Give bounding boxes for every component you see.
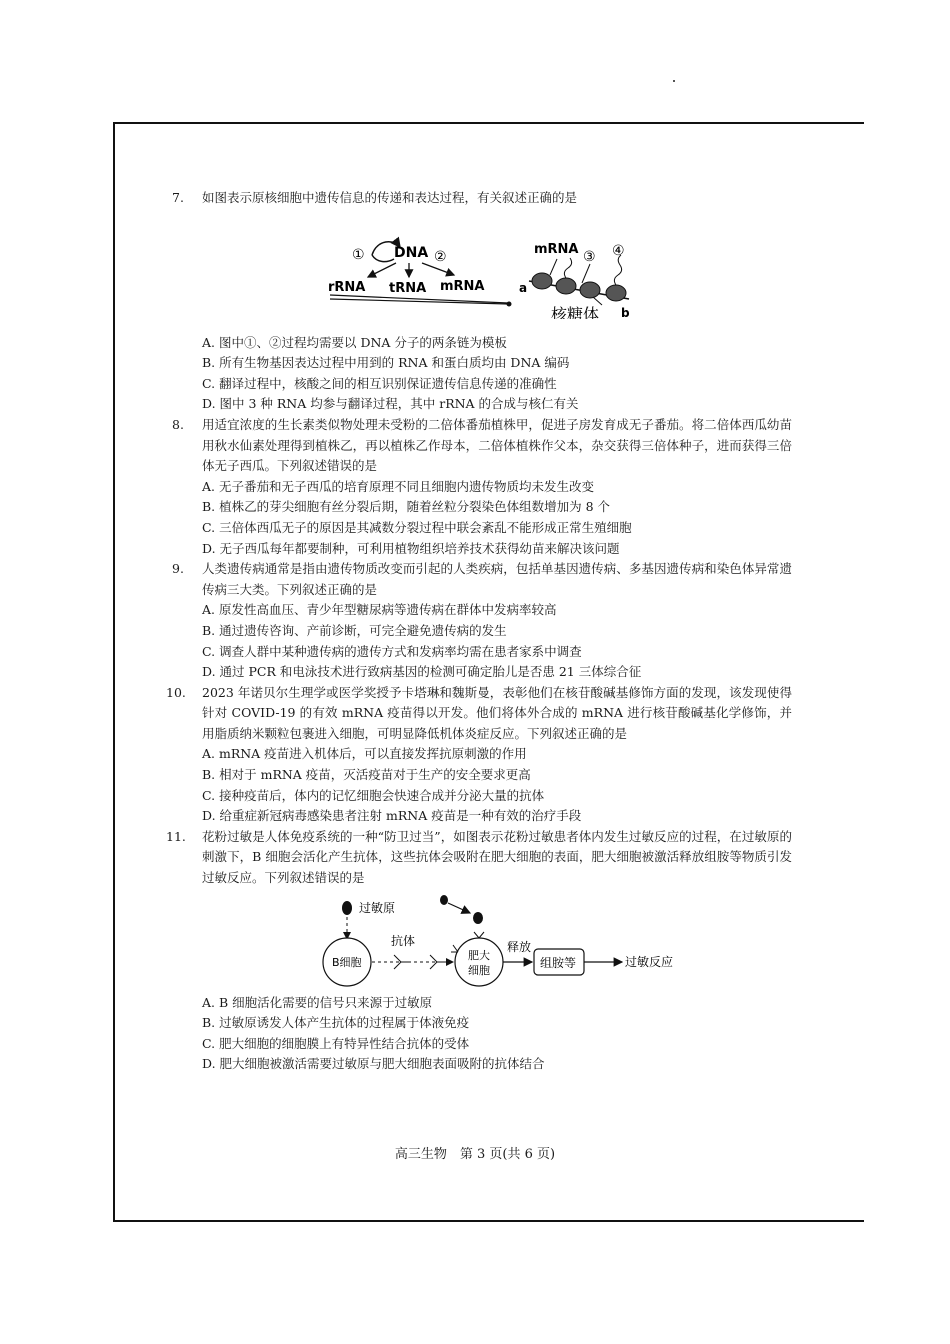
label-dna: DNA <box>394 244 429 261</box>
label-reaction: 过敏反应 <box>625 954 674 969</box>
strand-end-dot <box>507 301 512 306</box>
option-a: A. mRNA 疫苗进入机体后，可以直接发挥抗原刺激的作用 <box>202 746 527 762</box>
exam-content <box>166 188 792 1075</box>
page-border-bottom <box>113 1220 864 1222</box>
figure-allergy-process <box>172 889 792 993</box>
label-release: 释放 <box>507 939 532 954</box>
question-number: 11. <box>166 828 186 844</box>
question-10 <box>166 683 792 827</box>
option-c: C. 翻译过程中，核酸之间的相互识别保证遗传信息传递的准确性 <box>202 375 557 391</box>
option-d: D. 无子西瓜每年都要制种，可利用植物组织培养技术获得幼苗来解决该问题 <box>202 540 620 556</box>
question-number: 10. <box>166 684 186 700</box>
mast-cell <box>455 938 503 986</box>
option-d: D. 肥大细胞被激活需要过敏原与肥大细胞表面吸附的抗体结合 <box>202 1056 545 1072</box>
option-c: C. 肥大细胞的细胞膜上有特异性结合抗体的受体 <box>202 1035 470 1051</box>
question-8 <box>172 415 792 559</box>
label-antibody: 抗体 <box>391 933 416 948</box>
label-circle-2: ② <box>434 248 447 265</box>
label-mrna: mRNA <box>440 278 485 294</box>
ribosome-4 <box>606 285 626 301</box>
option-a: A. 原发性高血压、青少年型糖尿病等遗传病在群体中发病率较高 <box>202 602 557 618</box>
option-c: C. 三倍体西瓜无子的原因是其减数分裂过程中联会紊乱不能形成正常生殖细胞 <box>202 519 632 535</box>
page-border-left <box>113 122 115 1222</box>
label-allergen: 过敏原 <box>359 900 396 915</box>
label-trna: tRNA <box>389 280 427 296</box>
question-number: 9. <box>172 561 184 577</box>
label-a: a <box>519 280 528 295</box>
question-stem: 如图表示原核细胞中遗传信息的传递和表达过程，有关叙述正确的是 <box>202 190 578 205</box>
pointer-3 <box>582 264 590 283</box>
question-11 <box>166 827 792 1075</box>
replication-loop <box>372 255 394 262</box>
option-c: C. 调查人群中某种遗传病的遗传方式和发病率均需在患者家系中调查 <box>202 643 582 659</box>
peptide-chain-2 <box>614 255 621 285</box>
option-b: B. 相对于 mRNA 疫苗，灭活疫苗对于生产的安全要求更高 <box>202 767 531 783</box>
ribosome-3 <box>580 282 600 298</box>
allergy-diagram <box>172 889 792 993</box>
allergen-binding-arrow <box>448 903 470 913</box>
allergen-particle-2 <box>440 895 448 905</box>
label-mast-1: 肥大 <box>468 948 490 962</box>
label-circle-1: ① <box>352 246 365 263</box>
label-circle-3: ③ <box>583 248 596 265</box>
label-ribosome: 核糖体 <box>551 304 600 319</box>
allergen-on-mast <box>473 912 483 924</box>
pointer-ribosome <box>593 297 602 305</box>
scan-speck <box>673 80 675 82</box>
option-d: D. 给重症新冠病毒感染患者注射 mRNA 疫苗是一种有效的治疗手段 <box>202 808 582 824</box>
peptide-chain-1 <box>564 258 571 278</box>
option-b: B. 所有生物基因表达过程中用到的 RNA 和蛋白质均由 DNA 编码 <box>202 355 570 371</box>
option-d: D. 图中 3 种 RNA 均参与翻译过程，其中 rRNA 的合成与核仁有关 <box>202 396 579 412</box>
question-7 <box>172 188 792 415</box>
option-d: D. 通过 PCR 和电泳技术进行致病基因的检测可确定胎儿是否患 21 三体综合征 <box>202 664 642 680</box>
question-stem: 花粉过敏是人体免疫系统的一种“防卫过当”，如图表示花粉过敏患者体内发生过敏反应的过程，在过敏原的刺激下，B 细胞会活化产生抗体，这些抗体会吸附在肥大细胞的表面，肥大细胞被激活释放组胺等物质引发过敏反应。下列叙述错误的是 <box>202 828 792 886</box>
question-9 <box>172 559 792 683</box>
option-a: A. B 细胞活化需要的信号只来源于过敏原 <box>202 994 433 1010</box>
question-number: 7. <box>172 190 184 205</box>
label-histamine: 组胺等 <box>540 955 577 970</box>
question-number: 8. <box>172 416 184 432</box>
ribosome-2 <box>556 278 576 294</box>
pointer-mrna <box>550 259 557 275</box>
option-c: C. 接种疫苗后，体内的记忆细胞会快速合成并分泌大量的抗体 <box>202 787 545 803</box>
option-a: A. 图中①、②过程均需要以 DNA 分子的两条链为模板 <box>202 334 507 350</box>
label-b: b <box>621 305 630 319</box>
page-border-top <box>113 122 864 124</box>
label-mast-2: 细胞 <box>468 963 490 977</box>
label-mrna-right: mRNA <box>534 241 579 257</box>
mast-antibody-top <box>474 932 484 938</box>
question-stem: 人类遗传病通常是指由遗传物质改变而引起的人类疾病，包括单基因遗传病、多基因遗传病和染色体异常遗传病三大类。下列叙述正确的是 <box>202 561 792 597</box>
label-b-cell: B细胞 <box>332 955 362 969</box>
gene-expression-diagram <box>172 209 792 319</box>
option-a: A. 无子番茄和无子西瓜的培育原理不同且细胞内遗传物质均未发生改变 <box>202 478 594 494</box>
mast-antibody-left <box>451 945 458 952</box>
figure-genetic-expression <box>172 209 792 319</box>
option-b: B. 过敏原诱发人体产生抗体的过程属于体液免疫 <box>202 1015 470 1031</box>
label-rrna: rRNA <box>328 279 366 295</box>
allergen-particle <box>342 901 352 915</box>
question-stem: 用适宜浓度的生长素类似物处理未受粉的二倍体番茄植株甲，促进子房发育成无子番茄。将二倍体西瓜幼苗用秋水仙素处理得到植株乙，再以植株乙作母本，二倍体植株作父本，杂交获得三倍体种子，进而获得三倍体无子西瓜。下列叙述错误的是 <box>202 416 792 474</box>
arrow-to-rrna <box>368 263 396 277</box>
question-stem: 2023 年诺贝尔生理学或医学奖授予卡塔琳和魏斯曼，表彰他们在核苷酸碱基修饰方面的发现，该发现使得针对 COVID-19 的有效 mRNA 疫苗得以开发。他们将体外合成的 mRNA 进行核苷酸碱基化学修饰，并用脂质纳米颗粒包裹进入细胞，可明显降低机体炎症反应。下列叙述正确的是 <box>202 684 792 741</box>
option-b: B. 植株乙的芽尖细胞有丝分裂后期，随着丝粒分裂染色体组数增加为 8 个 <box>202 499 611 515</box>
ribosome-1 <box>532 273 552 289</box>
option-b: B. 通过遗传咨询、产前诊断，可完全避免遗传病的发生 <box>202 622 507 638</box>
page-footer: 高三生物 第 3 页(共 6 页) <box>394 1147 556 1162</box>
label-circle-4: ④ <box>612 242 625 259</box>
